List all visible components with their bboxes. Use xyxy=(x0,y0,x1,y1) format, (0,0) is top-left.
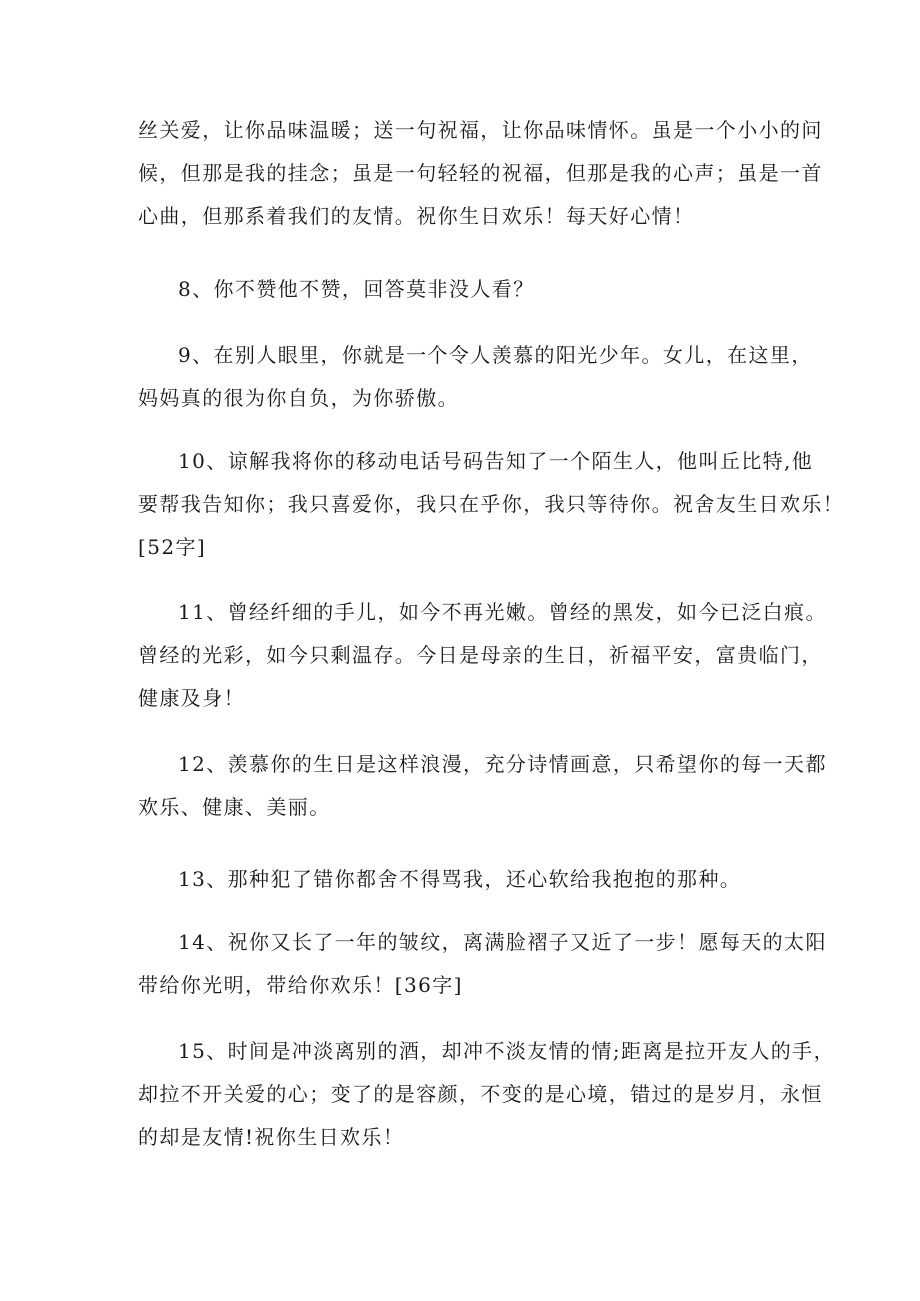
paragraph-item-8 xyxy=(138,268,788,311)
paragraph-line: 11、曾经纤细的手儿，如今不再光嫩。曾经的黑发，如今已泛白痕。 xyxy=(178,600,827,624)
paragraph-line: 15、时间是冲淡离别的酒，却冲不淡友情的情;距离是拉开友人的手， xyxy=(178,1039,835,1063)
paragraph-item-15 xyxy=(138,1030,835,1159)
paragraph-item-14 xyxy=(138,921,827,1007)
paragraph-line: 的却是友情!祝你生日欢乐！ xyxy=(138,1125,405,1149)
paragraph-continuation xyxy=(138,109,823,238)
paragraph-line: 却拉不开关爱的心；变了的是容颜，不变的是心境，错过的是岁月，永恒 xyxy=(138,1082,823,1106)
paragraph-line: 丝关爱，让你品味温暖；送一句祝福，让你品味情怀。虽是一个小小的问 xyxy=(138,118,823,142)
paragraph-line: 14、祝你又长了一年的皱纹，离满脸褶子又近了一步！愿每天的太阳 xyxy=(178,930,827,954)
paragraph-line: 要帮我告知你；我只喜爱你，我只在乎你，我只等待你。祝舍友生日欢乐！ xyxy=(138,492,845,516)
paragraph-line: 健康及身！ xyxy=(138,686,245,710)
paragraph-line: 欢乐、健康、美丽。 xyxy=(138,795,331,819)
paragraph-item-11 xyxy=(138,591,827,720)
paragraph-item-10 xyxy=(138,440,845,569)
paragraph-line: [52字] xyxy=(138,535,207,559)
paragraph-line: 带给你光明，带给你欢乐！[36字] xyxy=(138,973,463,997)
paragraph-item-9 xyxy=(138,334,813,420)
paragraph-item-12 xyxy=(138,743,827,829)
paragraph-line: 候，但那是我的挂念；虽是一句轻轻的祝福，但那是我的心声；虽是一首 xyxy=(138,161,823,185)
paragraph-line: 10、谅解我将你的移动电话号码告知了一个陌生人，他叫丘比特,他 xyxy=(178,449,814,473)
paragraph-line: 心曲，但那系着我们的友情。祝你生日欢乐！每天好心情！ xyxy=(138,204,695,228)
paragraph-line: 12、羡慕你的生日是这样浪漫，充分诗情画意，只希望你的每一天都 xyxy=(178,752,827,776)
paragraph-line: 13、那种犯了错你都舍不得骂我，还心软给我抱抱的那种。 xyxy=(178,867,742,891)
paragraph-line: 曾经的光彩，如今只剩温存。今日是母亲的生日，祈福平安，富贵临门， xyxy=(138,643,823,667)
paragraph-line: 8、你不赞他不赞，回答莫非没人看？ xyxy=(178,277,535,301)
paragraph-item-13 xyxy=(138,858,788,901)
paragraph-line: 妈妈真的很为你自负，为你骄傲。 xyxy=(138,386,459,410)
paragraph-line: 9、在别人眼里，你就是一个令人羡慕的阳光少年。女儿，在这里， xyxy=(178,343,813,367)
